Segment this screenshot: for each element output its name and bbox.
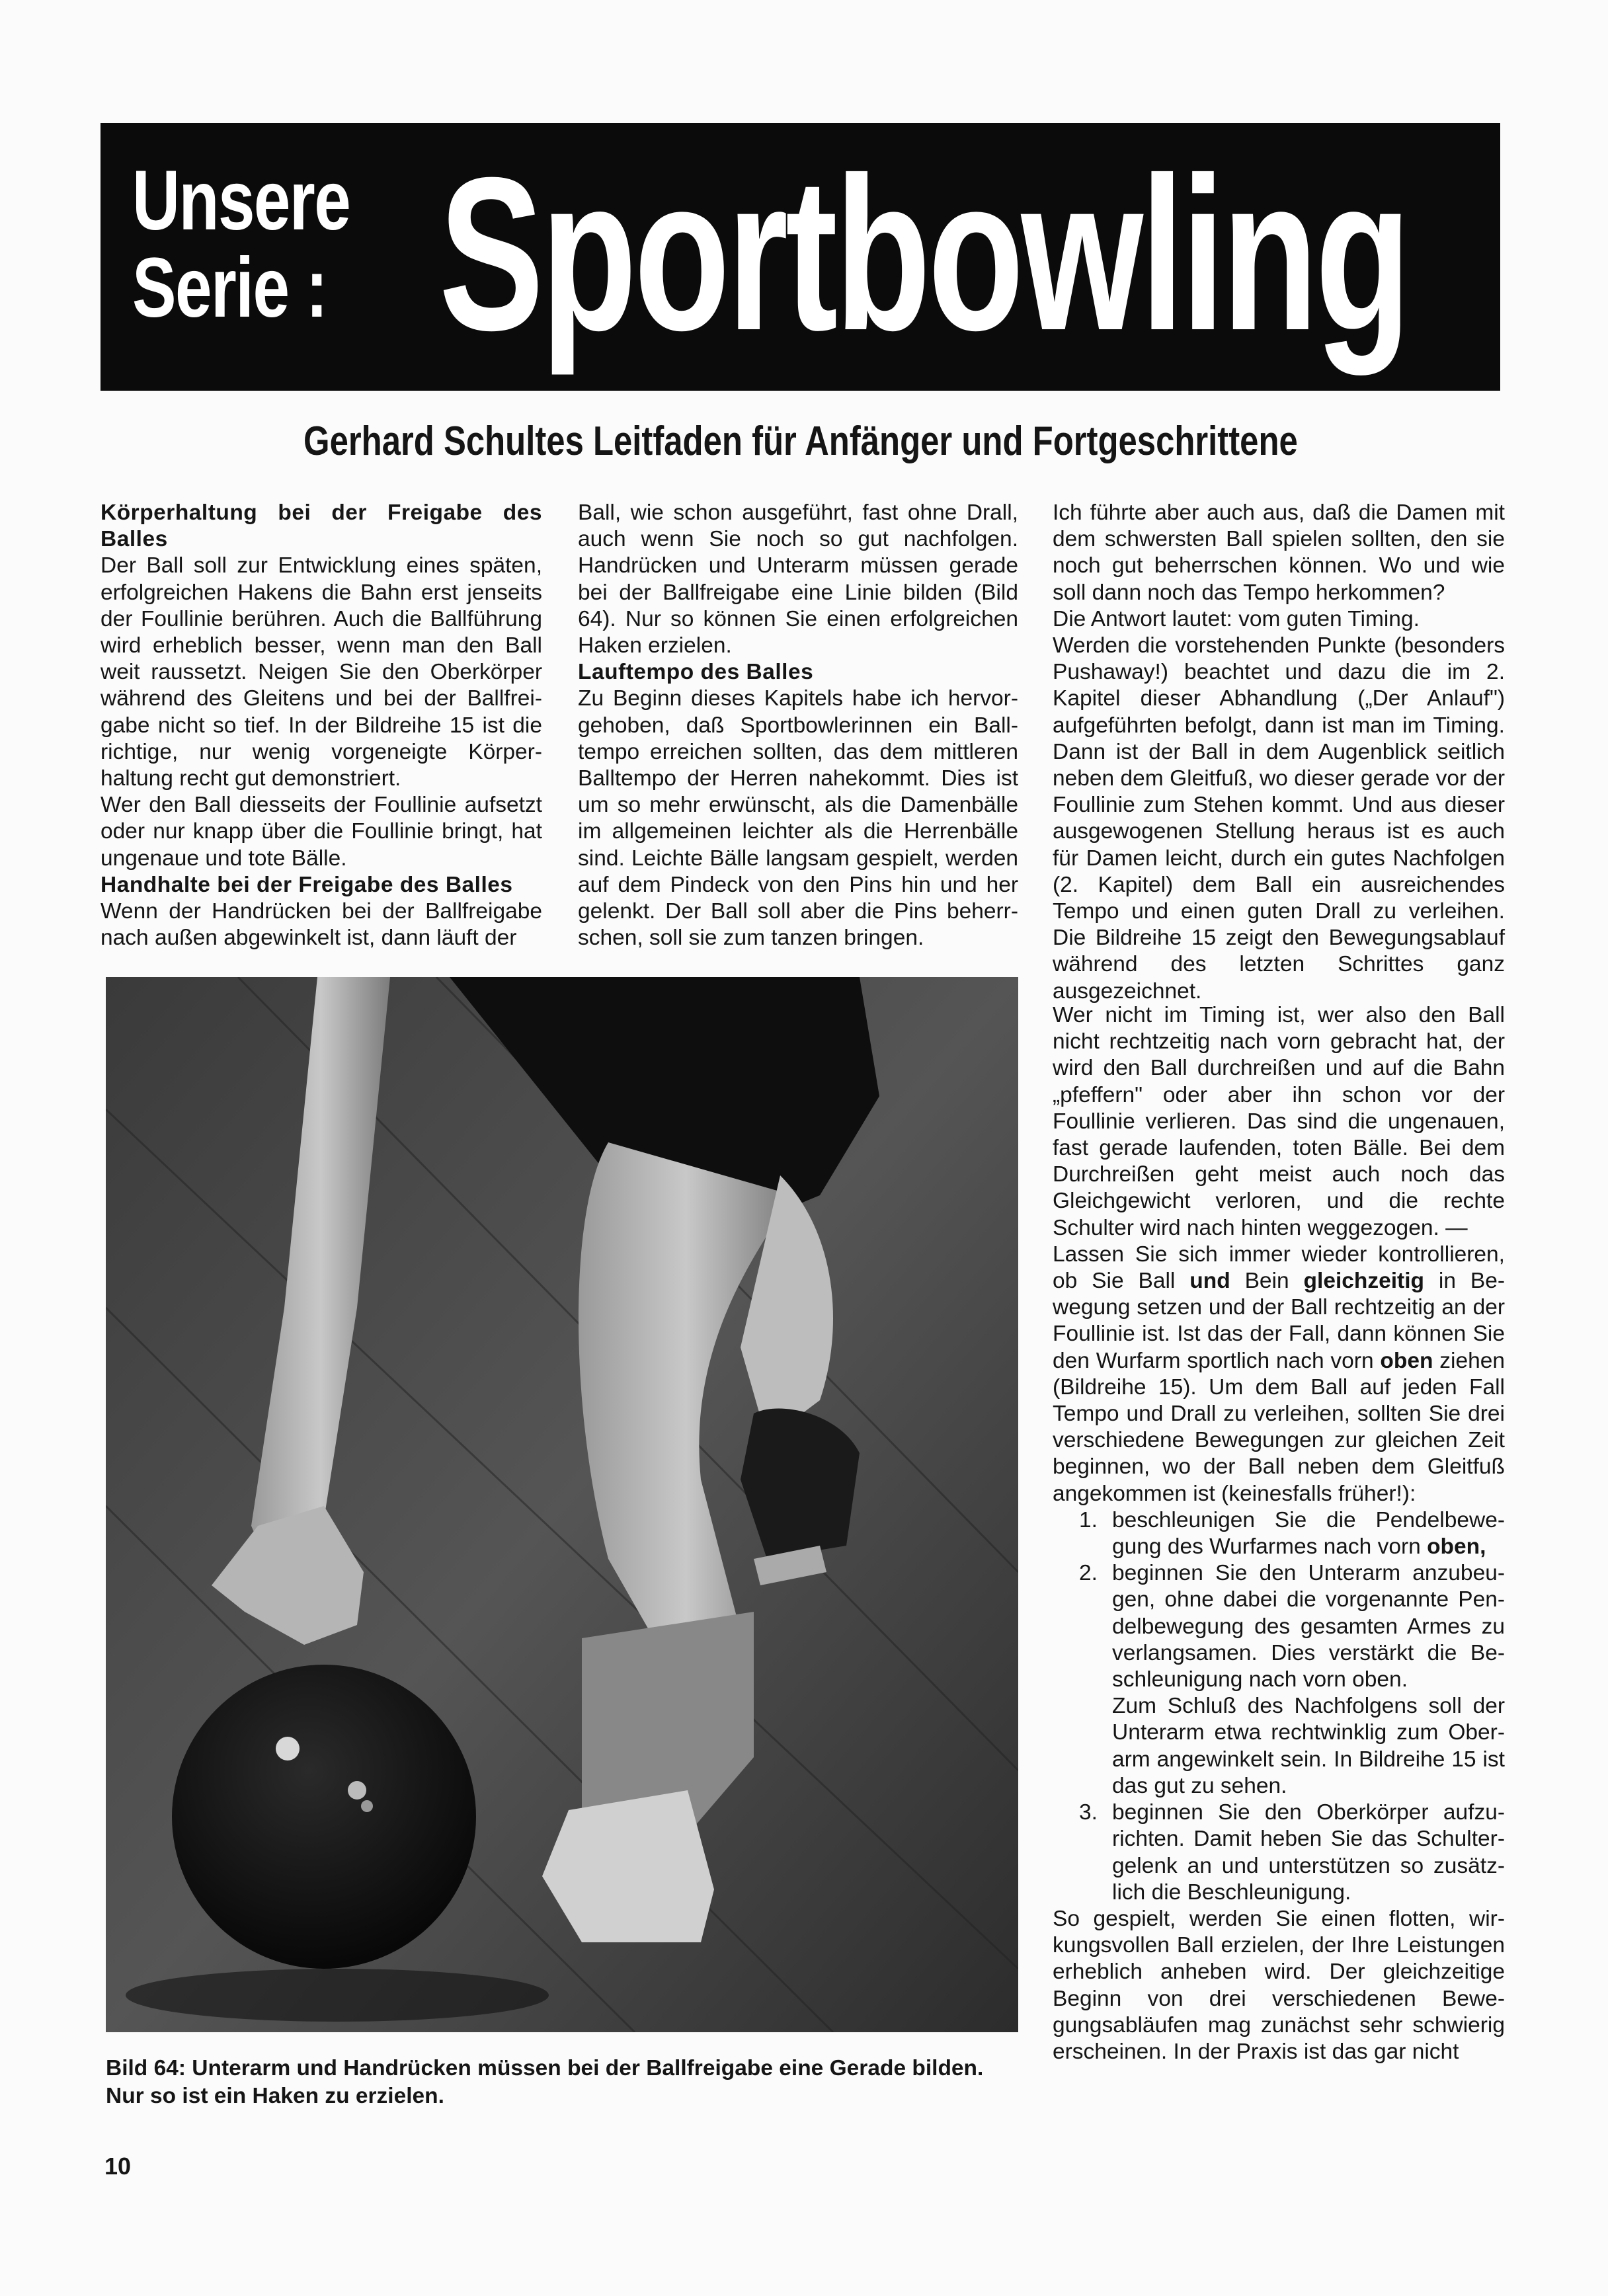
column-1 [100,500,542,951]
paragraph: Ich führte aber auch aus, daß die Damen mit dem schwersten Ball spielen sollten, den sie noch gut beherrschen können. Wo und wie soll dann noch das Tempo herkommen? [1053,500,1505,605]
paragraph: Der Ball soll zur Entwicklung eines späten, erfolgreichen Hakens die Bahn erst jenseits der Foullinie berühren. Auch die Ballführung wird erheblich besser, wenn man den Ball weit raussetzt. Neigen Sie den Oberkörper während des Gleitens und bei der Ballfreigabe nicht so tief. In der Bildreihe 15 ist die richtige, nur wenig vorgeneigte Körperhaltung recht gut demonstriert. [100,553,542,791]
title-banner [100,123,1500,391]
paragraph: Ball, wie schon ausgeführt, fast ohne Drall, auch wenn Sie noch so gut nachfolgen. Handrücken und Unterarm müssen gerade bei der Ballfreigabe eine Linie bilden (Bild 64). Nur so können Sie einen erfolgreichen Haken erzielen. [578,500,1018,658]
series-label [132,153,350,335]
heading-handhalte: Handhalte bei der Freigabe des Balles [100,872,513,897]
text-run: beschleunigen Sie die Pendelbewegung des Wurfarmes nach vorn [1112,1507,1505,1560]
article-subtitle [100,415,1500,468]
list-item [1053,1507,1505,1560]
series-line-2: Serie : [132,241,327,335]
page-number: 10 [104,2153,132,2180]
bold-run: oben, [1427,1534,1486,1560]
heading-koerperhaltung: Körperhaltung bei der Freigabe des Balles [100,500,542,552]
list-number: 2. [1079,1561,1098,1586]
heading-lauftempo: Lauftempo des Balles [578,660,814,685]
photo-bowling-release [106,977,1018,2032]
column-2 [578,500,1018,951]
photo-illustration [106,977,1018,2032]
text-run: Zum Schluß des Nachfolgens soll der Unterarm etwa rechtwinklig zum Oberarm angewinkelt sein. In Bildreihe 15 ist das gut zu sehen. [1112,1694,1505,1798]
series-line-1: Unsere [132,153,350,248]
text-run: in Bewegung setzen und der Ball rechtzeitig an der Foullinie ist. Ist das der Fall, dann können Sie den Wurfarm sportlich nach vorn [1053,1269,1505,1373]
paragraph [1053,1242,1505,1507]
bold-run: gleichzeitig [1303,1269,1424,1294]
list-item [1053,1800,1505,1906]
paragraph: So gespielt, werden Sie einen flotten, wirkungsvollen Ball erzielen, der Ihre Leistungen erheblich anheben wird. Der gleichzeitige Beginn von drei verschiedenen Bewegungsabläufen mag zunächst sehr schwierig erscheinen. In der Praxis ist das gar nicht [1053,1906,1505,2064]
bold-run: oben [1380,1348,1433,1373]
paragraph: Wer den Ball diesseits der Foullinie aufsetzt oder nur knapp über die Foullinie bringt, hat ungenaue und tote Bälle. [100,793,542,871]
paragraph: Zu Beginn dieses Kapitels habe ich hervorgehoben, daß Sportbowlerinnen ein Balltempo erreichen sollten, das dem mittleren Balltempo der Herren nahekommt. Dies ist um so mehr erwünscht, als die Damenbälle im allgemeinen leichter als die Herrenbälle sind. Leichte Bälle langsam gespielt, werden auf dem Pindeck von den Pins hin und her gelenkt. Der Ball soll aber die Pins beherrschen, soll sie zum tanzen bringen. [578,686,1018,951]
caption-line-2: Nur so ist ein Haken zu erzielen. [106,2084,444,2108]
text-run: beginnen Sie den Unterarm anzubeugen, ohne dabei die vorgenannte Pendelbewegung des gesamten Armes zu verlangsamen. Dies verstärkt die Beschleunigung nach vorn oben. [1112,1561,1505,1692]
steps-list [1053,1507,1505,1906]
paragraph: Werden die vorstehenden Punkte (besonders Pushaway!) beachtet und dazu die im 2. Kapitel dieser Abhandlung („Der Anlauf") aufgeführten befolgt, dann ist man im Timing. Dann ist der Ball in dem Augenblick seitlich neben dem Gleitfuß, wo dieser gerade vor der Foullinie zum Stehen kommt. Und aus dieser ausgewogenen Stellung heraus ist es auch für Damen leicht, durch ein gutes Nachfolgen (2. Kapitel) dem Ball ein ausreichendes Tempo und einen guten Drall zu verleihen. Die Bildreihe 15 zeigt den Bewegungsablauf während des letzten Schrittes ganz ausgezeichnet. [1053,633,1505,1004]
text-run: ziehen (Bildreihe 15). Um dem Ball auf jeden Fall Tempo und Drall zu verleihen, sollten Sie drei verschiedene Bewegungen zur gleichen Zeit beginnen, wo der Ball neben dem Gleitfuß angekommen ist (keinesfalls früher!): [1053,1348,1505,1506]
paragraph: Wenn der Handrücken bei der Ballfreigabe nach außen abgewinkelt ist, dann läuft der [100,899,542,951]
text-run: Bein [1230,1269,1304,1294]
subtitle-text: Gerhard Schultes Leitfaden für Anfänger und Fortgeschrittene [303,418,1298,464]
figure-caption [106,2055,1031,2110]
paragraph: Wer nicht im Timing ist, wer also den Ball nicht rechtzeitig nach vorn gebracht hat, der wird den Ball durchreißen und auf die Bahn „pfeffern" oder aber ihn schon vor der Foullinie verlieren. Das sind die ungenauen, fast gerade laufenden, toten Bälle. Bei dem Durchreißen geht meist auch noch das Gleichgewicht verloren, und die rechte Schulter wird nach hinten weggezogen. — [1053,1003,1505,1240]
list-item [1053,1560,1505,1800]
text-run: Lassen Sie sich immer wieder kontrollieren, ob Sie Ball [1053,1242,1505,1294]
list-number: 3. [1079,1800,1098,1825]
text-run: beginnen Sie den Oberkörper aufzurichten. Damit heben Sie das Schultergelenk an und unterstützen so zusätzlich die Beschleunigung. [1112,1800,1505,1905]
column-3-bottom [1053,1002,1505,2065]
caption-line-1: Bild 64: Unterarm und Handrücken müssen bei der Ballfreigabe eine Gerade bilden. [106,2056,984,2080]
paragraph: Die Antwort lautet: vom guten Timing. [1053,606,1420,631]
bold-run: und [1189,1269,1230,1294]
page-title: Sportbowling [439,132,1408,376]
list-number: 1. [1079,1507,1098,1532]
column-3-top [1053,500,1505,1005]
